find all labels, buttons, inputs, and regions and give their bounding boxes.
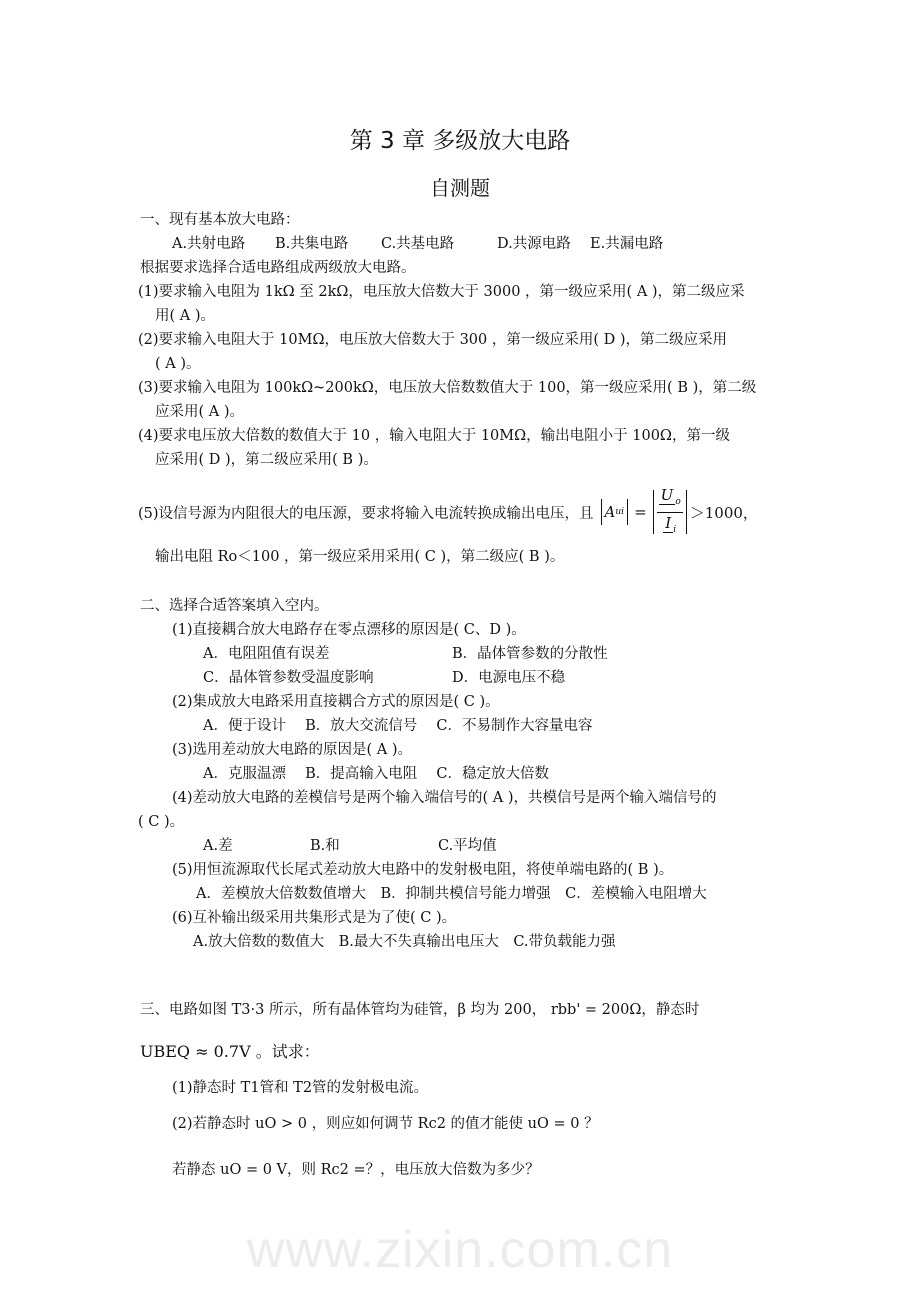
s2-q4-line2: ( C )。 (138, 814, 185, 830)
s2-q5-opts: A．差模放大倍数数值增大 B．抑制共模信号能力增强 C．差模输入电阻增大 (196, 886, 707, 902)
page-subtitle: 自测题 (430, 176, 490, 200)
s2-q6-opts: A.放大倍数的数值大 B.最大不失真输出电压大 C.带负载能力强 (193, 934, 616, 950)
s3-q1: (1)静态时 T1管和 T2管的发射极电流。 (172, 1080, 429, 1096)
q2-line2: ( A )。 (155, 356, 201, 372)
s2-q1-opt-c: C．晶体管参数受温度影响 (203, 670, 374, 686)
option-d: D.共源电路 (497, 236, 571, 252)
q4-line1: (4)要求电压放大倍数的数值大于 10 ，输入电阻大于 10MΩ，输出电阻小于 100Ω，第一级 (138, 428, 730, 444)
option-e: E.共漏电路 (590, 236, 664, 252)
q4-line2: 应采用( D )，第二级应采用( B )。 (155, 452, 378, 468)
s2-q1-opt-b: B．晶体管参数的分散性 (452, 646, 608, 662)
s2-q2: (2)集成放大电路采用直接耦合方式的原因是( C )。 (172, 694, 500, 710)
gain-formula: A ui = $\frac{U _o}{I _i}$ ＞1000， (598, 485, 758, 540)
q3-line1: (3)要求输入电阻为 100kΩ~200kΩ，电压放大倍数数值大于 100，第一级应采用( B )，第二级 (138, 380, 757, 396)
section-3-heading: 三、电路如图 T3·3 所示，所有晶体管均为硅管，β 均为 200， rbb' = 200Ω，静态时 (140, 1002, 700, 1018)
q2-line1: (2)要求输入电阻大于 10MΩ，电压放大倍数大于 300 ，第一级应采用( D )，第二级应采用 (138, 332, 728, 348)
s3-q3: 若静态 uO = 0 V，则 Rc2 =？，电压放大倍数为多少？ (172, 1162, 540, 1178)
q1-line1: (1)要求输入电阻为 1kΩ 至 2kΩ，电压放大倍数大于 3000 ，第一级应采用( A )，第二级应采 (138, 284, 745, 300)
s2-q1-opt-d: D．电源电压不稳 (452, 670, 566, 686)
section-1-intro: 根据要求选择合适电路组成两级放大电路。 (140, 260, 416, 276)
s2-q4-line1: (4)差动放大电路的差模信号是两个输入端信号的( A )，共模信号是两个输入端信号的 (172, 790, 717, 806)
q1-line2: 用( A )。 (155, 308, 216, 324)
s3-q2: (2)若静态时 uO > 0 ，则应如何调节 Rc2 的值才能使 uO = 0 ？ (172, 1116, 599, 1132)
s2-q4-opt-c: C.平均值 (438, 838, 497, 854)
q5-line1: (5)设信号源为内阻很大的电压源，要求将输入电流转换成输出电压，且 (138, 505, 594, 522)
q5-row (138, 485, 758, 536)
s2-q3: (3)选用差动放大电路的原因是( A )。 (172, 742, 413, 758)
s2-q6: (6)互补输出级采用共集形式是为了使( C )。 (172, 910, 457, 926)
s2-q2-opts: A．便于设计 B．放大交流信号 C．不易制作大容量电容 (203, 718, 593, 734)
s2-q1-opt-a: A．电阻阻值有误差 (203, 646, 330, 662)
watermark: www.zixin.com.cn (246, 1221, 674, 1279)
s2-q1: (1)直接耦合放大电路存在零点漂移的原因是( C、D )。 (172, 622, 526, 638)
q5-line2: 输出电阻 Ro＜100 ，第一级应采用采用( C )，第二级应( B )。 (155, 549, 565, 565)
s2-q4-opt-b: B.和 (310, 838, 340, 854)
option-c: C.共基电路 (381, 236, 455, 252)
page-title: 第 3 章 多级放大电路 (349, 128, 571, 154)
section-1-heading: 一、现有基本放大电路： (140, 212, 300, 228)
s2-q5: (5)用恒流源取代长尾式差动放大电路中的发射极电阻，将使单端电路的( B )。 (172, 862, 674, 878)
s3-line2: UBEQ ≈ 0.7V 。试求： (140, 1042, 320, 1061)
s2-q3-opts: A．克服温漂 B．提高输入电阻 C．稳定放大倍数 (203, 766, 549, 782)
s2-q4-opt-a: A.差 (203, 838, 233, 854)
section-2-heading: 二、选择合适答案填入空内。 (140, 598, 329, 614)
option-b: B.共集电路 (275, 236, 349, 252)
q3-line2: 应采用( A )。 (155, 404, 245, 420)
option-a: A.共射电路 (172, 236, 246, 252)
